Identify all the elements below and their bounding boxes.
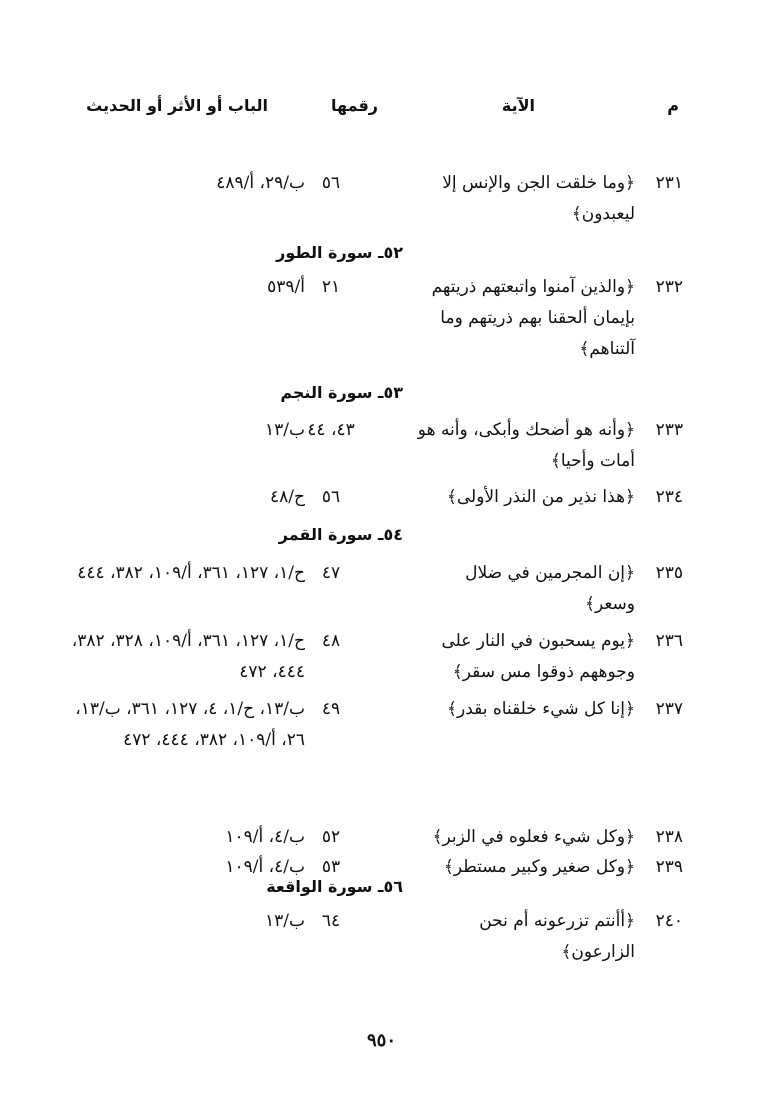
row-num: ٢٣٦ <box>655 631 683 651</box>
row-num: ٢٣٤ <box>655 487 683 507</box>
row-raqm: ٥٣ <box>321 857 341 877</box>
row-num: ٢٣٣ <box>655 420 683 440</box>
row-ref: ح/١، ١٢٧، ٣٦١، أ/١٠٩، ٣٢٨، ٣٨٢، ٤٤٤، ٤٧٢ <box>71 631 305 682</box>
page-number: ٩٥٠ <box>366 1030 396 1051</box>
row-raqm: ٤٣، ٤٤ <box>307 420 355 440</box>
row-raqm: ٢١ <box>321 277 341 297</box>
row-raqm: ٥٦ <box>321 487 341 507</box>
row-raqm: ٤٩ <box>321 699 341 719</box>
row-ayah: ﴿وكل صغير وكبير مستطر﴾ <box>443 857 635 877</box>
row-ref: ب/١٣ <box>265 420 305 440</box>
row-num: ٢٣٩ <box>655 857 683 877</box>
row-ayah: ﴿إنا كل شيء خلقناه بقدر﴾ <box>447 699 635 719</box>
surah-heading: ٥٢ـ سورة الطور <box>276 243 403 262</box>
row-num: ٢٣١ <box>655 173 683 193</box>
surah-heading: ٥٣ـ سورة النجم <box>280 383 403 402</box>
row-ref: ب/٢٩، أ/٤٨٩ <box>216 173 305 193</box>
row-raqm: ٤٨ <box>321 631 341 651</box>
header-ayah: الآية <box>501 96 535 115</box>
row-ref: ح/٤٨ <box>270 487 305 507</box>
row-num: ٢٣٧ <box>655 699 683 719</box>
row-ref: ب/٤، أ/١٠٩ <box>225 827 305 847</box>
row-ref: أ/٥٣٩ <box>267 277 305 297</box>
header-raqm: رقمها <box>331 96 378 115</box>
row-ref: ب/١٣، ح/١، ٤، ١٢٧، ٣٦١، ب/١٣، ٢٦، أ/١٠٩، ٣٨٢، ٤٤٤، ٤٧٢ <box>75 699 305 750</box>
row-ayah: ﴿إن المجرمين في ضلال وسعر﴾ <box>465 563 635 614</box>
row-ref: ح/١، ١٢٧، ٣٦١، أ/١٠٩، ٣٨٢، ٤٤٤ <box>77 563 305 583</box>
row-ayah: ﴿يوم يسحبون في النار على وجوههم ذوقوا مس سقر﴾ <box>441 631 635 682</box>
row-ayah: ﴿والذين آمنوا واتبعتهم ذريتهم بإيمان ألحقنا بهم ذريتهم وما آلتناهم﴾ <box>431 277 635 359</box>
table-header <box>0 96 763 126</box>
row-raqm: ٤٧ <box>321 563 341 583</box>
row-num: ٢٣٢ <box>655 277 683 297</box>
row-ref: ب/١٣ <box>265 911 305 931</box>
row-raqm: ٦٤ <box>321 911 341 931</box>
row-ayah: ﴿هذا نذير من النذر الأولى﴾ <box>446 487 635 507</box>
row-num: ٢٣٨ <box>655 827 683 847</box>
row-ayah: ﴿وكل شيء فعلوه في الزبر﴾ <box>432 827 635 847</box>
header-num: م <box>667 96 679 115</box>
row-num: ٢٣٥ <box>655 563 683 583</box>
row-raqm: ٥٢ <box>321 827 341 847</box>
header-bab: الباب أو الأثر أو الحديث <box>86 96 268 115</box>
row-ayah: ﴿أأنتم تزرعونه أم نحن الزارعون﴾ <box>479 911 635 962</box>
row-ayah: ﴿وأنه هو أضحك وأبكى، وأنه هو أمات وأحيا﴾ <box>417 420 635 471</box>
row-num: ٢٤٠ <box>655 911 683 931</box>
row-ayah: ﴿وما خلقت الجن والإنس إلا ليعبدون﴾ <box>442 173 635 224</box>
row-ref: ب/٤، أ/١٠٩ <box>225 857 305 877</box>
surah-heading: ٥٤ـ سورة القمر <box>278 525 403 544</box>
surah-heading: ٥٦ـ سورة الواقعة <box>266 877 403 896</box>
row-raqm: ٥٦ <box>321 173 341 193</box>
